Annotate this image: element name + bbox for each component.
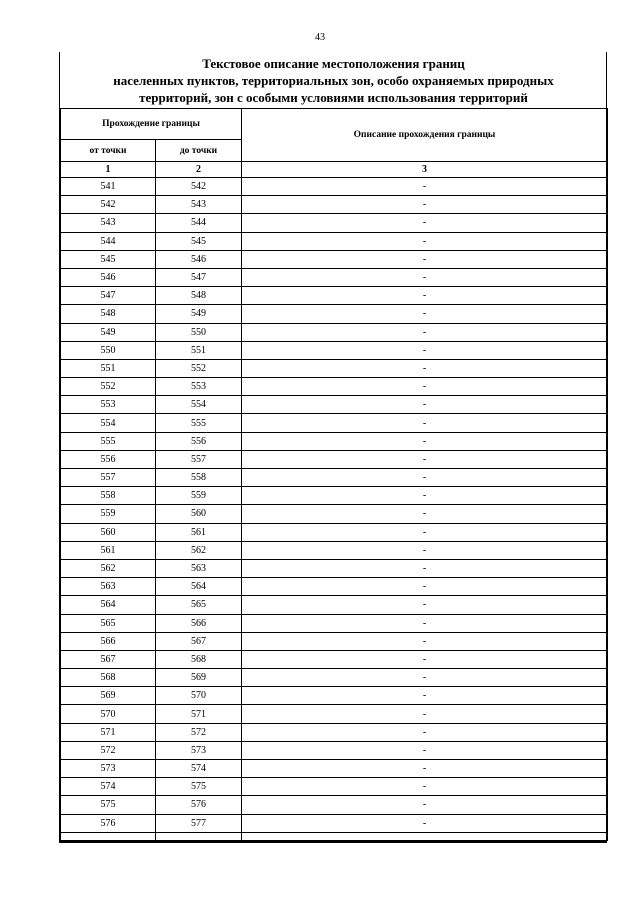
description-cell: - <box>242 505 608 523</box>
description-cell: - <box>242 178 608 196</box>
boundary-table <box>60 108 608 841</box>
column-number: 3 <box>242 162 608 178</box>
from-point-cell: 560 <box>61 523 156 541</box>
table-row <box>61 632 608 650</box>
table-cell <box>242 832 608 840</box>
to-point-cell: 554 <box>156 396 242 414</box>
to-point-cell: 543 <box>156 196 242 214</box>
from-point-cell: 542 <box>61 196 156 214</box>
page-number: 43 <box>315 32 325 43</box>
to-point-cell: 561 <box>156 523 242 541</box>
to-point-cell: 569 <box>156 669 242 687</box>
to-point-cell: 572 <box>156 723 242 741</box>
description-cell: - <box>242 760 608 778</box>
table-row <box>61 578 608 596</box>
from-point-cell: 550 <box>61 341 156 359</box>
from-point-cell: 569 <box>61 687 156 705</box>
header-passage: Прохождение границы <box>61 109 242 140</box>
title-line: населенных пунктов, территориальных зон, особо охраняемых природных <box>113 73 554 88</box>
to-point-cell: 575 <box>156 778 242 796</box>
to-point-cell: 544 <box>156 214 242 232</box>
from-point-cell: 571 <box>61 723 156 741</box>
table-row <box>61 378 608 396</box>
from-point-cell: 544 <box>61 232 156 250</box>
table-body <box>61 178 608 833</box>
description-cell: - <box>242 450 608 468</box>
to-point-cell: 566 <box>156 614 242 632</box>
table-row <box>61 760 608 778</box>
table-row <box>61 650 608 668</box>
to-point-cell: 548 <box>156 287 242 305</box>
from-point-cell: 554 <box>61 414 156 432</box>
table-row <box>61 523 608 541</box>
description-cell: - <box>242 487 608 505</box>
document-title <box>60 55 607 106</box>
title-line: Текстовое описание местоположения границ <box>202 56 465 71</box>
table-row <box>61 214 608 232</box>
table-row <box>61 287 608 305</box>
to-point-cell: 547 <box>156 268 242 286</box>
from-point-cell: 575 <box>61 796 156 814</box>
to-point-cell: 546 <box>156 250 242 268</box>
description-cell: - <box>242 796 608 814</box>
table-row <box>61 359 608 377</box>
description-cell: - <box>242 469 608 487</box>
from-point-cell: 558 <box>61 487 156 505</box>
from-point-cell: 574 <box>61 778 156 796</box>
description-cell: - <box>242 214 608 232</box>
table-row <box>61 305 608 323</box>
table-row <box>61 487 608 505</box>
to-point-cell: 552 <box>156 359 242 377</box>
table-row <box>61 614 608 632</box>
table-row <box>61 432 608 450</box>
description-cell: - <box>242 650 608 668</box>
table-row <box>61 814 608 832</box>
header-description: Описание прохождения границы <box>242 109 608 162</box>
from-point-cell: 562 <box>61 559 156 577</box>
description-cell: - <box>242 814 608 832</box>
to-point-cell: 545 <box>156 232 242 250</box>
to-point-cell: 568 <box>156 650 242 668</box>
description-cell: - <box>242 541 608 559</box>
title-line: территорий, зон с особыми условиями использования территорий <box>139 90 528 105</box>
from-point-cell: 548 <box>61 305 156 323</box>
description-cell: - <box>242 323 608 341</box>
description-cell: - <box>242 741 608 759</box>
description-cell: - <box>242 378 608 396</box>
from-point-cell: 545 <box>61 250 156 268</box>
to-point-cell: 567 <box>156 632 242 650</box>
from-point-cell: 576 <box>61 814 156 832</box>
to-point-cell: 549 <box>156 305 242 323</box>
to-point-cell: 550 <box>156 323 242 341</box>
header-from-point: от точки <box>61 140 156 162</box>
table-cell <box>156 832 242 840</box>
from-point-cell: 565 <box>61 614 156 632</box>
to-point-cell: 573 <box>156 741 242 759</box>
from-point-cell: 570 <box>61 705 156 723</box>
table-row-empty <box>61 832 608 840</box>
description-cell: - <box>242 396 608 414</box>
table-row <box>61 687 608 705</box>
table-row <box>61 541 608 559</box>
table-row <box>61 669 608 687</box>
to-point-cell: 551 <box>156 341 242 359</box>
to-point-cell: 571 <box>156 705 242 723</box>
description-cell: - <box>242 287 608 305</box>
to-point-cell: 574 <box>156 760 242 778</box>
to-point-cell: 577 <box>156 814 242 832</box>
description-cell: - <box>242 414 608 432</box>
table-row <box>61 250 608 268</box>
table-row <box>61 505 608 523</box>
from-point-cell: 573 <box>61 760 156 778</box>
to-point-cell: 558 <box>156 469 242 487</box>
table-row <box>61 450 608 468</box>
table-row <box>61 796 608 814</box>
table-row <box>61 705 608 723</box>
to-point-cell: 556 <box>156 432 242 450</box>
description-cell: - <box>242 341 608 359</box>
table-row <box>61 414 608 432</box>
description-cell: - <box>242 268 608 286</box>
description-cell: - <box>242 596 608 614</box>
column-number: 2 <box>156 162 242 178</box>
description-cell: - <box>242 778 608 796</box>
from-point-cell: 549 <box>61 323 156 341</box>
to-point-cell: 557 <box>156 450 242 468</box>
from-point-cell: 572 <box>61 741 156 759</box>
from-point-cell: 555 <box>61 432 156 450</box>
description-cell: - <box>242 705 608 723</box>
table-row <box>61 196 608 214</box>
table-row <box>61 559 608 577</box>
table-cell <box>61 832 156 840</box>
table-row <box>61 268 608 286</box>
from-point-cell: 559 <box>61 505 156 523</box>
from-point-cell: 561 <box>61 541 156 559</box>
description-cell: - <box>242 232 608 250</box>
description-cell: - <box>242 432 608 450</box>
table-row <box>61 741 608 759</box>
to-point-cell: 560 <box>156 505 242 523</box>
from-point-cell: 568 <box>61 669 156 687</box>
to-point-cell: 553 <box>156 378 242 396</box>
table-row <box>61 178 608 196</box>
to-point-cell: 576 <box>156 796 242 814</box>
description-cell: - <box>242 578 608 596</box>
table-row <box>61 596 608 614</box>
column-number: 1 <box>61 162 156 178</box>
table-row <box>61 341 608 359</box>
from-point-cell: 564 <box>61 596 156 614</box>
description-cell: - <box>242 614 608 632</box>
description-cell: - <box>242 359 608 377</box>
from-point-cell: 553 <box>61 396 156 414</box>
table-row <box>61 323 608 341</box>
table-row <box>61 723 608 741</box>
to-point-cell: 562 <box>156 541 242 559</box>
description-cell: - <box>242 196 608 214</box>
header-to-point: до точки <box>156 140 242 162</box>
table-row <box>61 778 608 796</box>
from-point-cell: 556 <box>61 450 156 468</box>
from-point-cell: 551 <box>61 359 156 377</box>
from-point-cell: 557 <box>61 469 156 487</box>
table-row <box>61 396 608 414</box>
to-point-cell: 565 <box>156 596 242 614</box>
from-point-cell: 567 <box>61 650 156 668</box>
description-cell: - <box>242 723 608 741</box>
from-point-cell: 546 <box>61 268 156 286</box>
description-cell: - <box>242 305 608 323</box>
description-cell: - <box>242 559 608 577</box>
table-row <box>61 469 608 487</box>
description-cell: - <box>242 669 608 687</box>
to-point-cell: 570 <box>156 687 242 705</box>
from-point-cell: 563 <box>61 578 156 596</box>
to-point-cell: 555 <box>156 414 242 432</box>
description-cell: - <box>242 687 608 705</box>
table-row <box>61 232 608 250</box>
from-point-cell: 543 <box>61 214 156 232</box>
to-point-cell: 564 <box>156 578 242 596</box>
description-cell: - <box>242 523 608 541</box>
from-point-cell: 541 <box>61 178 156 196</box>
to-point-cell: 559 <box>156 487 242 505</box>
description-cell: - <box>242 250 608 268</box>
from-point-cell: 547 <box>61 287 156 305</box>
description-cell: - <box>242 632 608 650</box>
to-point-cell: 563 <box>156 559 242 577</box>
from-point-cell: 552 <box>61 378 156 396</box>
from-point-cell: 566 <box>61 632 156 650</box>
to-point-cell: 542 <box>156 178 242 196</box>
